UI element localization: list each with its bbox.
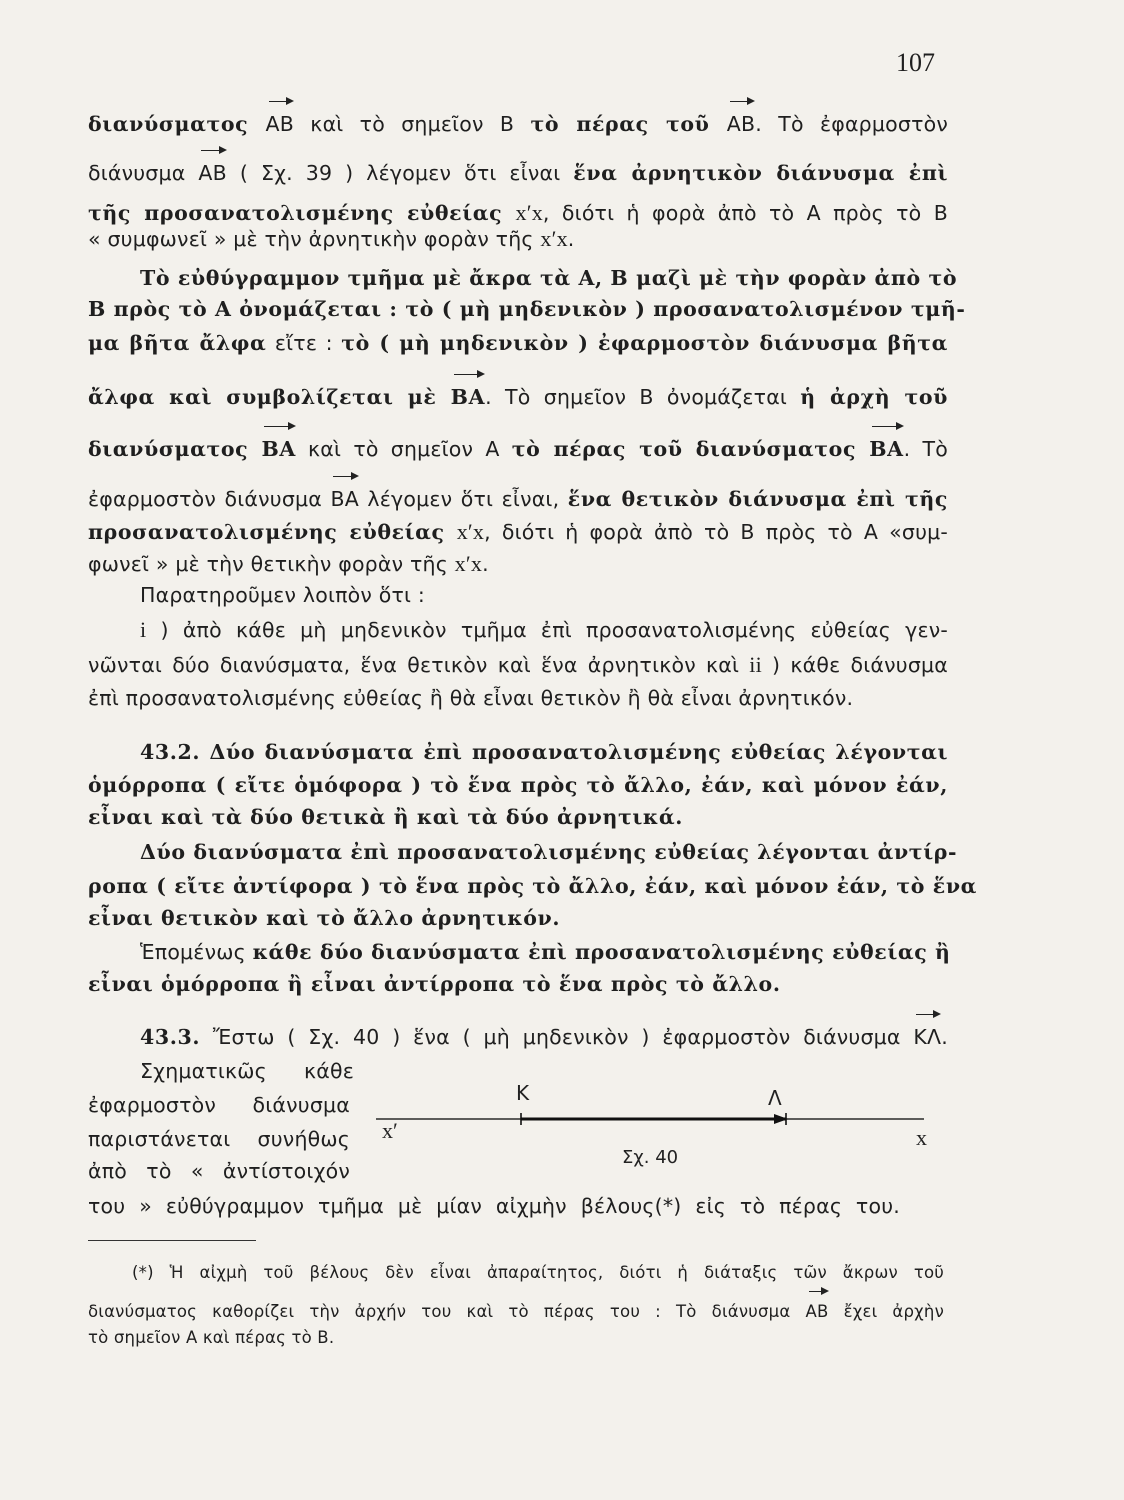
- vector-ab: AB: [805, 1302, 829, 1321]
- text-line: B πρὸς τὸ A ὀνομάζεται : τὸ ( μὴ μηδενικὸν ) προσανατολισμένον τμῆ-: [88, 297, 966, 321]
- text-line: διανύσματος BA καὶ τὸ σημεῖον A τὸ πέρας τοῦ διανύσματος BA. Τὸ: [88, 437, 948, 461]
- text-line: Τὸ εὐθύγραμμον τμῆμα μὲ ἄκρα τὰ A, B μαζὶ μὲ τὴν φορὰν ἀπὸ τὸ: [140, 266, 958, 290]
- text-line: Ἑπομένως κάθε δύο διανύσματα ἐπὶ προσανατολισμένης εὐθείας ἢ: [140, 940, 951, 964]
- text-line: ἐφαρμοστὸν διάνυσμα BA λέγομεν ὅτι εἶναι, ἕνα θετικὸν διάνυσμα ἐπὶ τῆς: [88, 487, 948, 511]
- text-line: i ) ἀπὸ κάθε μὴ μηδενικὸν τμῆμα ἐπὶ προσανατολισμένης εὐθείας γεν-: [140, 617, 948, 642]
- footnote-line: διανύσματος καθορίζει τὴν ἀρχήν του καὶ τὸ πέρας του : Τὸ διάνυσμα AB ἔχει ἀρχὴν: [88, 1302, 944, 1321]
- text-line: εἶναι θετικὸν καὶ τὸ ἄλλο ἀρνητικόν.: [88, 906, 561, 930]
- vector-ba: BA: [261, 437, 296, 461]
- text-line: ροπα ( εἴτε ἀντίφορα ) τὸ ἕνα πρὸς τὸ ἄλλο, ἐάν, καὶ μόνον ἐάν, τὸ ἕνα: [88, 874, 978, 898]
- text-line: του » εὐθύγραμμον τμῆμα μὲ μίαν αἰχμὴν βέλους(*) εἰς τὸ πέρας του.: [88, 1194, 900, 1218]
- text-line: ἐφαρμοστὸν διάνυσμα: [88, 1093, 350, 1117]
- section-number: 43.3.: [140, 1025, 201, 1049]
- text-line: προσανατολισμένης εὐθείας x′x, διότι ἡ φορὰ ἀπὸ τὸ B πρὸς τὸ A «συμ-: [88, 519, 948, 544]
- text-line: Παρατηροῦμεν λοιπὸν ὅτι :: [140, 583, 426, 607]
- vector-ba: BA: [450, 385, 486, 409]
- label-l: Λ: [768, 1086, 782, 1110]
- text-line: « συμφωνεῖ » μὲ τὴν ἀρνητικὴν φορὰν τῆς x′x.: [88, 226, 575, 251]
- figure-40-diagram: [356, 1080, 956, 1190]
- label-k: K: [516, 1081, 530, 1105]
- text-line: παριστάνεται συνήθως: [88, 1127, 350, 1151]
- text-line: Δύο διανύσματα ἐπὶ προσανατολισμένης εὐθείας λέγονται ἀντίρ-: [140, 840, 958, 864]
- section-number: 43.2.: [140, 740, 201, 764]
- vector-ba: BA: [330, 487, 359, 511]
- text-line: νῶνται δύο διανύσματα, ἕνα θετικὸν καὶ ἕνα ἀρνητικὸν καὶ ii ) κάθε διάνυσμα: [88, 652, 948, 677]
- text-line: διανύσματος AB καὶ τὸ σημεῖον B τὸ πέρας τοῦ AB. Τὸ ἐφαρμοστὸν: [88, 112, 949, 136]
- section-43-2-line: 43.2. Δύο διανύσματα ἐπὶ προσανατολισμένης εὐθείας λέγονται: [140, 740, 948, 764]
- vector-ab: AB: [198, 161, 227, 185]
- footnote-rule: [88, 1240, 256, 1241]
- text-line: τῆς προσανατολισμένης εὐθείας x′x, διότι ἡ φορὰ ἀπὸ τὸ A πρὸς τὸ B: [88, 200, 948, 225]
- section-43-3-line: 43.3. Ἔστω ( Σχ. 40 ) ἕνα ( μὴ μηδενικὸν ) ἐφαρμοστὸν διάνυσμα ΚΛ.: [140, 1025, 948, 1049]
- text-line: ἀπὸ τὸ « ἀντίστοιχόν: [88, 1159, 350, 1183]
- text-line: μα βῆτα ἄλφα εἴτε : τὸ ( μὴ μηδενικὸν ) ἐφαρμοστὸν διάνυσμα βῆτα: [88, 331, 948, 355]
- text-line: φωνεῖ » μὲ τὴν θετικὴν φορὰν τῆς x′x.: [88, 551, 489, 576]
- label-x: x: [916, 1125, 927, 1150]
- text-line: ἐπὶ προσανατολισμένης εὐθείας ἢ θὰ εἶναι θετικὸν ἢ θὰ εἶναι ἀρνητικόν.: [88, 686, 854, 710]
- vector-kl: ΚΛ: [913, 1025, 942, 1049]
- footnote-line: (*) Ἡ αἰχμὴ τοῦ βέλους δὲν εἶναι ἀπαραίτητος, διότι ἡ διάταξις τῶν ἄκρων τοῦ: [132, 1263, 944, 1282]
- figure-40: [356, 1080, 956, 1190]
- text-line: Σχηματικῶς κάθε: [140, 1059, 354, 1083]
- label-x-prime: x′: [382, 1118, 398, 1143]
- text-line: διάνυσμα AB ( Σχ. 39 ) λέγομεν ὅτι εἶναι ἕνα ἀρνητικὸν διάνυσμα ἐπὶ: [88, 161, 948, 185]
- vector-ab: AB: [265, 112, 295, 136]
- footnote-line: τὸ σημεῖον A καὶ πέρας τὸ B.: [88, 1328, 335, 1347]
- figure-caption: Σχ. 40: [622, 1147, 679, 1168]
- vector-ab: AB: [726, 112, 756, 136]
- page-number: 107: [896, 48, 935, 77]
- text-line: εἶναι καὶ τὰ δύο θετικὰ ἢ καὶ τὰ δύο ἀρνητικά.: [88, 805, 683, 829]
- vector-ba: BA: [869, 437, 904, 461]
- text-line: ἄλφα καὶ συμβολίζεται μὲ BA. Τὸ σημεῖον B ὀνομάζεται ἡ ἀρχὴ τοῦ: [88, 385, 948, 409]
- text-line: ὁμόρροπα ( εἴτε ὁμόφορα ) τὸ ἕνα πρὸς τὸ ἄλλο, ἐάν, καὶ μόνον ἐάν,: [88, 773, 948, 797]
- text-line: εἶναι ὁμόρροπα ἢ εἶναι ἀντίρροπα τὸ ἕνα πρὸς τὸ ἄλλο.: [88, 972, 781, 996]
